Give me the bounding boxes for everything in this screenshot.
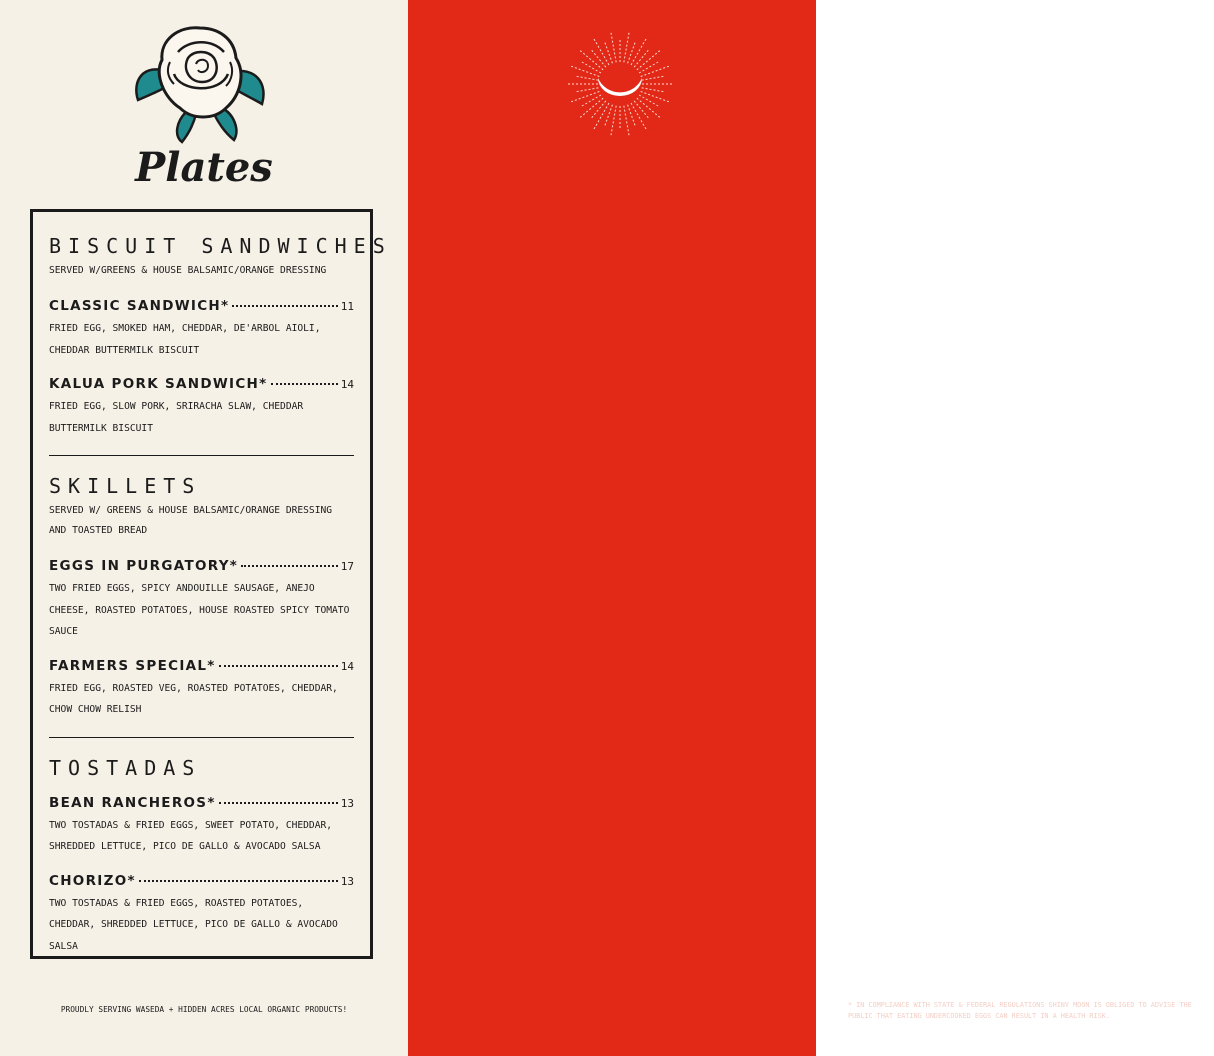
menu-section	[49, 756, 354, 958]
menu-section	[49, 474, 354, 721]
menu-item	[875, 490, 1181, 533]
dot-leader	[1117, 695, 1165, 697]
menu-item-name: HOT PRESSED CUBAN	[875, 434, 1061, 451]
menu-item-price: 11	[1167, 633, 1181, 647]
section-title: DU JOUR	[875, 187, 1009, 211]
menu-item	[49, 297, 354, 361]
menu-item	[875, 631, 1181, 674]
sun-ray	[577, 76, 599, 80]
sun-ray	[639, 95, 658, 106]
menu-item-price: M/P	[1161, 318, 1181, 332]
sun-ray	[592, 50, 606, 67]
menu-item	[875, 881, 1181, 924]
menu-item-header	[875, 225, 1181, 244]
menu-item-header	[875, 687, 1181, 706]
menu-item-name: CHORIZO*	[49, 872, 136, 889]
left-page	[0, 0, 408, 1056]
sun-ray	[634, 50, 648, 67]
sun-ray	[611, 31, 617, 63]
menu-item-price: 4	[1174, 883, 1181, 897]
left-menu-panel	[30, 209, 392, 959]
dot-leader	[219, 802, 338, 804]
menu-item-header	[875, 631, 1181, 650]
dot-leader	[1017, 811, 1171, 813]
menu-item-name: EGGS IN PURGATORY*	[49, 558, 239, 574]
section-title: TOSTADAS	[49, 755, 202, 780]
sun-ray	[639, 62, 658, 73]
disclaimer: * IN COMPLIANCE WITH STATE & FEDERAL REGULATIONS SHINY MOON IS OBLIGED TO ADVISE THE PUBLIC THAT EATING UNDERCOOKED EGGS CAN RESULT IN A HEALTH RISK.	[848, 1001, 1192, 1020]
menu-item-price: 13	[1167, 690, 1181, 703]
menu-item	[49, 375, 354, 439]
menu-section	[875, 371, 1181, 533]
menu-item	[49, 657, 354, 721]
menu-item-header	[49, 557, 354, 576]
menu-section	[49, 234, 392, 439]
menu-item-name: SALAD	[875, 316, 932, 333]
right-page	[408, 0, 1192, 1056]
menu-item	[49, 872, 354, 958]
section-divider	[875, 549, 1181, 550]
menu-section	[875, 568, 1181, 730]
section-title: SNACKS	[875, 764, 990, 789]
sun-ray	[634, 101, 648, 118]
menu-item-name: QUICHE	[875, 226, 941, 242]
dot-leader	[1063, 442, 1165, 444]
dot-leader	[271, 383, 338, 385]
menu-item	[875, 937, 1181, 980]
rose-icon	[130, 22, 270, 144]
menu-item-header	[49, 872, 354, 891]
menu-item-price: 14	[340, 659, 354, 673]
menu-item-price: 11	[340, 300, 354, 313]
menu-item-description: SPECIALS TO CHANGE DAILY	[875, 963, 1014, 974]
dot-leader	[1061, 324, 1158, 326]
menu-item-description: FRIED EGG, ROASTED VEG, ROASTED POTATOES, CHEDDAR, CHOW CHOW RELISH	[49, 682, 338, 715]
sun-ray	[593, 103, 609, 131]
dot-leader	[232, 305, 337, 307]
menu-item-price: M/P	[1161, 940, 1181, 953]
menu-item-price: 8	[1174, 805, 1181, 819]
dot-leader	[219, 665, 338, 667]
menu-item-name: CLASSIC SANDWICH*	[49, 298, 230, 314]
sun-ray	[641, 66, 671, 77]
menu-item-description: HOUSEMADE GRANOLA, GREEK YOGURT, FRUIT, CHIA AND HONEY	[875, 828, 1153, 861]
menu-item-description: FRIED EGG, SMOKED HAM, CHEDDAR, DE'ARBOL AIOLI, CHEDDAR BUTTERMILK BISCUIT	[49, 323, 321, 356]
dot-leader	[1063, 889, 1171, 891]
section-title: CLASSICS	[875, 567, 1028, 592]
sun-ray	[631, 37, 647, 65]
dot-leader	[976, 639, 1165, 641]
menu-item-name: TERRAGON CHICKEN SALAD	[875, 688, 1115, 704]
menu-item-price: 13	[1167, 493, 1181, 506]
menu-section	[875, 187, 1181, 336]
sun-ray	[577, 88, 599, 92]
menu-item-price: 11	[1167, 228, 1181, 241]
menu-item-header	[875, 881, 1181, 900]
dot-leader	[139, 880, 338, 882]
menu-item-header	[49, 297, 354, 316]
left-menu-content	[49, 234, 392, 957]
section-subtitle: SERVED WITH WITH GREENS & KETTLE CHIPS	[875, 401, 1095, 413]
section-title: SKILLETS	[49, 474, 202, 498]
sun-ray	[641, 92, 671, 103]
sun-ray	[611, 106, 617, 138]
menu-item-description: SLOW PORK, HAM, SWISS, MUSTARD & DILL PICKLES	[875, 459, 1135, 471]
menu-item-header	[875, 282, 1181, 302]
footer-note: PROUDLY SERVING WASEDA + HIDDEN ACRES LOCAL ORGANIC PRODUCTS!	[60, 1005, 348, 1014]
menu-item-name: KALUA PORK SANDWICH*	[49, 376, 268, 392]
menu-item-name: SOUP	[875, 282, 923, 299]
menu-item	[875, 803, 1181, 867]
sun-ray	[593, 37, 609, 65]
section-title: BISCUIT SANDWICHES	[49, 234, 392, 258]
dot-leader	[1028, 498, 1165, 500]
section-subtitle: SERVED W/ GREENS & HOUSE BALSAMIC/ORANGE DRESSING AND TOASTED BREAD	[49, 505, 333, 536]
menu-item-header	[49, 794, 354, 813]
menu-item-header	[49, 375, 354, 394]
menu-item	[875, 282, 1181, 302]
right-menu-panel	[857, 169, 1199, 981]
sun-ray	[569, 92, 599, 103]
menu-item	[49, 794, 354, 858]
menu-item	[875, 316, 1181, 336]
crescent-moon-icon	[562, 26, 678, 142]
menu-item-header	[875, 434, 1181, 453]
sun-ray	[582, 62, 601, 73]
menu-item-price: 15	[1167, 436, 1181, 450]
sun-ray	[631, 103, 647, 131]
menu-item-name: FARMERS SPECIAL*	[49, 657, 216, 674]
menu-item-name: BEAN RANCHEROS*	[49, 794, 216, 811]
menu-item-description: HOUSEMADE CHEDDAR BUTTERMILK WITH BUTTER	[875, 906, 1107, 918]
sun-ray	[624, 31, 630, 63]
menu-item	[49, 557, 354, 643]
dot-leader	[241, 565, 338, 567]
dot-leader	[1029, 290, 1158, 292]
menu-item-description: FRIED EGG, SLOW PORK, SRIRACHA SLAW, CHEDDAR BUTTERMILK BISCUIT	[49, 401, 304, 434]
sun-ray	[582, 95, 601, 106]
menu-item-header	[875, 803, 1181, 822]
sun-ray	[592, 101, 606, 118]
sun-ray	[624, 106, 630, 138]
menu-item-season: (SPRING & SUMMER)	[937, 320, 1058, 332]
dot-leader	[1060, 945, 1158, 947]
menu-item	[875, 225, 1181, 268]
section-divider	[49, 455, 354, 456]
menu-item-season: (FALL & WINTER)	[928, 286, 1027, 298]
menu-item-name: BUTTERMILK BISCUIT	[875, 881, 1061, 898]
section-divider	[49, 737, 354, 738]
menu-item-description: TWO TOSTADAS & FRIED EGGS, SWEET POTATO, CHEDDAR, SHREDDED LETTUCE, PICO DE GALLO & AVOCADO SALSA	[49, 819, 333, 852]
menu-item-name: HOUSEMADE BAKERY	[875, 938, 1058, 954]
menu-item-name: CHICKEN CAESAR	[875, 491, 1026, 507]
menu-item-header	[875, 490, 1181, 509]
menu-item-description: SERVED W/ GREENS & HOUSE BALSAMIC/ORANGE DRESSING	[875, 251, 1159, 262]
menu-item-description: HOUSE EGG SALAD, CELERY & HERBS ON A CROISSANT	[875, 656, 1141, 668]
menu-item-header	[49, 657, 354, 676]
menu-item-description: TWO TOSTADAS & FRIED EGGS, ROASTED POTATOES, CHEDDAR, SHREDDED LETTUCE, PICO DE GALLO & AVOCADO SALSA	[49, 897, 338, 952]
menu-item-price: 14	[340, 378, 354, 391]
menu-item-price: M/P	[1161, 284, 1181, 298]
section-subtitle: SERVED W/GREENS & HOUSE BALSAMIC/ORANGE DRESSING	[49, 265, 327, 276]
menu-item-description: TWO FRIED EGGS, SPICY ANDOUILLE SAUSAGE, ANEJO CHEESE, ROASTED POTATOES, HOUSE ROASTED SPICY TOMATO SAUCE	[49, 583, 350, 637]
menu-item-price: 13	[340, 796, 354, 810]
menu-item-header	[875, 937, 1181, 956]
menu-section	[875, 765, 1181, 980]
menu-item-price: 17	[340, 560, 354, 573]
section-subtitle: SERVED WITH WITH GREENS & KETTLE CHIPS	[875, 598, 1095, 610]
menu-item-header	[875, 316, 1181, 336]
right-menu-content	[875, 187, 1181, 980]
section-divider	[875, 746, 1181, 747]
menu-item-name: GRANOLA BOWL	[875, 803, 1015, 820]
menu-item	[875, 687, 1181, 730]
sun-ray	[642, 88, 664, 92]
sun-ray	[642, 76, 664, 80]
dot-leader	[944, 233, 1165, 235]
menu-item-description: HOUSE CAESAR DRESSING, GREENS ON A TOASTED BATARD	[875, 516, 1159, 527]
section-divider	[875, 352, 1181, 353]
page-title: Plates	[135, 144, 273, 191]
menu-item-description: HOUSE CHICKEN SALAD, PECANS, GRAPES ON A CROISSANT	[875, 713, 1164, 724]
menu-item-price: 13	[340, 874, 354, 888]
menu-item	[875, 434, 1181, 477]
section-title: SANDWICHES	[875, 370, 1066, 395]
menu-item-name: EGG SALAD	[875, 631, 974, 648]
sun-ray	[569, 66, 599, 77]
